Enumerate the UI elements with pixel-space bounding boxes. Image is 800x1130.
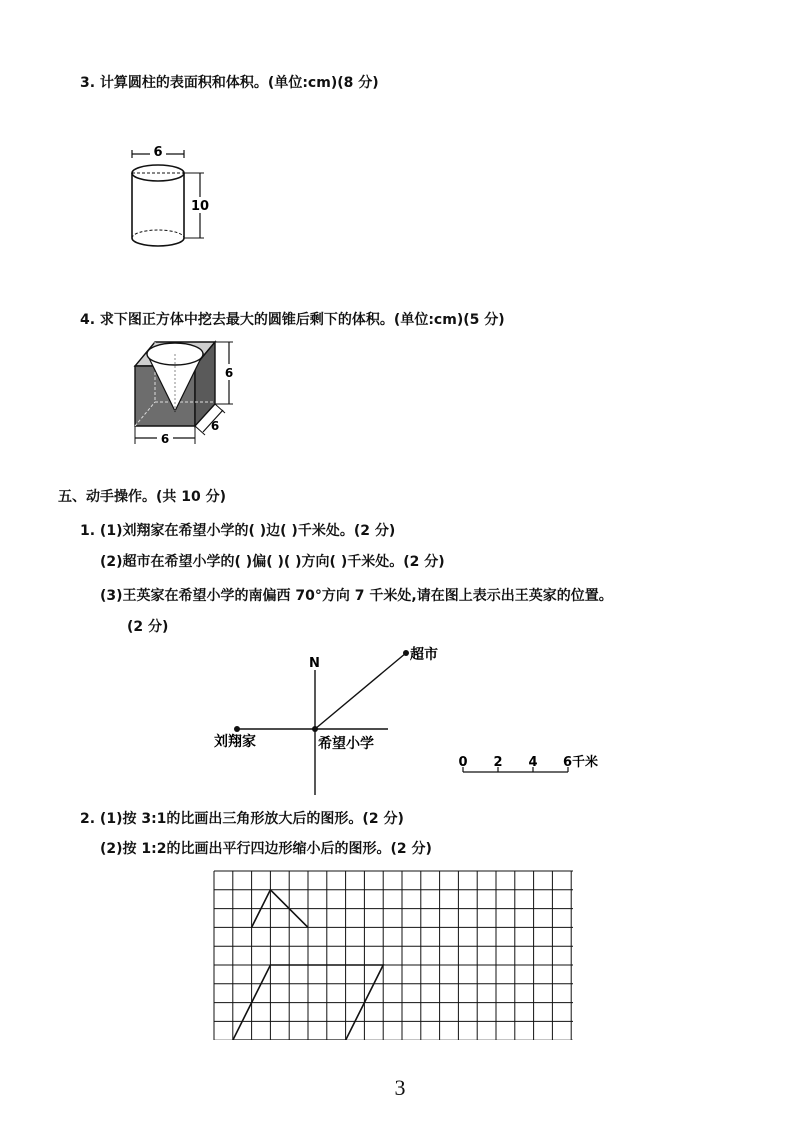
cube-depth-label: 6 bbox=[210, 419, 220, 433]
q4-text: 4. 求下图正方体中挖去最大的圆锥后剩下的体积。(单位:cm)(5 分) bbox=[80, 312, 505, 328]
school-label: 希望小学 bbox=[318, 736, 374, 752]
supermarket-label: 超市 bbox=[410, 647, 438, 663]
cylinder-height-label: 10 bbox=[190, 199, 210, 214]
q2-2-text: (2)按 1:2的比画出平行四边形缩小后的图形。(2 分) bbox=[100, 841, 432, 857]
direction-map bbox=[200, 640, 620, 810]
scale-tick-end: 6千米 bbox=[563, 755, 599, 770]
q1-3-score: (2 分) bbox=[127, 619, 169, 635]
scale-tick-4: 4 bbox=[528, 755, 538, 770]
q1-3-text: (3)王英家在希望小学的南偏西 70°方向 7 千米处,请在图上表示出王英家的位置。 bbox=[100, 588, 613, 604]
scale-tick-2: 2 bbox=[493, 755, 503, 770]
scale-bar bbox=[458, 754, 598, 772]
north-label: N bbox=[309, 656, 320, 671]
q1-2-text: (2)超市在希望小学的( )偏( )( )方向( )千米处。(2 分) bbox=[100, 554, 445, 570]
cube-width-label: 6 bbox=[160, 432, 170, 446]
home-label: 刘翔家 bbox=[214, 734, 256, 750]
cube-cone-figure bbox=[125, 336, 245, 451]
q1-1-text: 1. (1)刘翔家在希望小学的( )边( )千米处。(2 分) bbox=[80, 523, 396, 539]
cylinder-diameter-label: 6 bbox=[153, 145, 163, 160]
section5-title: 五、动手操作。(共 10 分) bbox=[58, 489, 227, 505]
page-number: 3 bbox=[394, 1075, 406, 1100]
scale-tick-0: 0 bbox=[458, 755, 468, 770]
cylinder-figure bbox=[120, 140, 230, 260]
q2-1-text: 2. (1)按 3:1的比画出三角形放大后的图形。(2 分) bbox=[80, 811, 404, 827]
drawing-grid bbox=[213, 870, 573, 1040]
cube-height-label: 6 bbox=[224, 366, 234, 380]
q3-text: 3. 计算圆柱的表面积和体积。(单位:cm)(8 分) bbox=[80, 75, 379, 91]
